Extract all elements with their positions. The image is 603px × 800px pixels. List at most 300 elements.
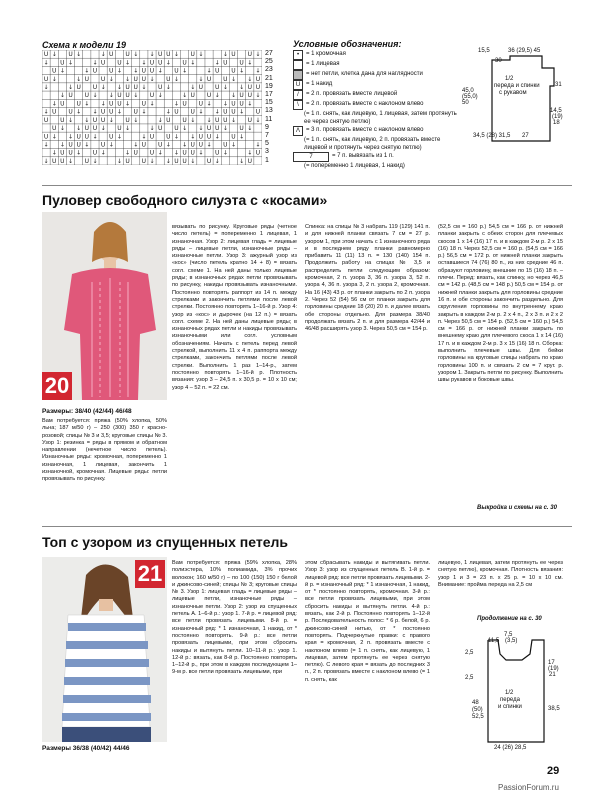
row-number: 13	[265, 107, 273, 115]
chart-stitch-symbol: U	[76, 100, 81, 108]
chart-stitch-symbol: U	[255, 83, 261, 91]
pattern-label: 11,5	[488, 638, 500, 644]
chart-stitch-symbol: ↓	[222, 83, 228, 91]
chart-stitch-symbol: U	[92, 83, 98, 91]
chart-stitch-symbol: ↓	[157, 67, 163, 75]
pattern-label: 21	[549, 672, 556, 678]
chart-stitch-symbol: U	[117, 59, 122, 67]
model-21-title: Топ с узором из спущенных петель	[42, 534, 288, 550]
chart-stitch-symbol: ↓	[182, 92, 188, 100]
chart-stitch-symbol: U	[92, 116, 98, 124]
row-number: 1	[265, 156, 269, 164]
chart-stitch-symbol: ↓	[247, 149, 253, 157]
chart-stitch-symbol: U	[239, 92, 244, 100]
pattern-label: 48	[472, 700, 479, 706]
chart-stitch-symbol: U	[239, 100, 244, 108]
row-number: 17	[265, 91, 273, 99]
chart-stitch-symbol: ↓	[206, 67, 212, 75]
k2tog-icon: /	[293, 90, 303, 100]
chart-stitch-symbol: ↓	[214, 108, 220, 116]
model-20-sizes: Размеры: 38/40 (42/44) 46/48	[42, 408, 132, 415]
chart-stitch-symbol: U	[68, 141, 73, 149]
chart-stitch-symbol: U	[206, 92, 212, 100]
chart-row-numbers	[265, 50, 285, 165]
chart-stitch-symbol: ↓	[133, 141, 139, 149]
chart-stitch-symbol: ↓	[133, 51, 139, 59]
chart-stitch-symbol: U	[43, 133, 49, 141]
section-divider	[42, 526, 572, 527]
chart-stitch-symbol: ↓	[43, 141, 49, 149]
chart-stitch-symbol: ↓	[59, 141, 65, 149]
chart-stitch-symbol: U	[157, 125, 163, 133]
selvage-icon: •	[293, 50, 303, 60]
legend-item: = 1 кромочная	[306, 51, 346, 57]
chart-stitch-symbol: U	[247, 116, 252, 124]
chart-stitch-symbol: ↓	[190, 116, 196, 124]
chart-stitch-symbol: ↓	[68, 59, 74, 67]
chart-stitch-symbol: ↓	[173, 51, 179, 59]
chart-stitch-symbol: U	[149, 133, 155, 141]
chart-stitch-symbol: U	[190, 92, 195, 100]
chart-stitch-symbol: U	[133, 108, 138, 116]
chart-stitch-symbol: U	[223, 141, 228, 149]
chart-stitch-symbol: ↓	[84, 116, 90, 124]
row-number: 3	[265, 148, 269, 156]
legend-item: = 7 п. вывязать из 1 п.	[332, 153, 394, 159]
chart-stitch-symbol: ↓	[43, 59, 49, 67]
chart-stitch-symbol: U	[109, 108, 114, 116]
chart-stitch-symbol: U	[141, 157, 147, 165]
chart-stitch-symbol: ↓	[230, 75, 236, 83]
pattern-label: 52,5	[472, 714, 484, 720]
chart-stitch-symbol: U	[198, 141, 204, 149]
row-number: 19	[265, 82, 273, 90]
chart-stitch-symbol: U	[100, 141, 106, 149]
chart-stitch-symbol: U	[133, 75, 138, 83]
chart-stitch-symbol: U	[157, 141, 163, 149]
chart-stitch-symbol: U	[157, 51, 163, 59]
pattern-label: 24 (26) 28,5	[494, 745, 527, 751]
chart-stitch-symbol: ↓	[255, 51, 261, 59]
chart-stitch-symbol: U	[76, 83, 81, 91]
chart-stitch-symbol: U	[141, 75, 147, 83]
chart-stitch-symbol: ↓	[59, 125, 65, 133]
chart-stitch-symbol: ↓	[108, 75, 114, 83]
chart-stitch-symbol: U	[231, 108, 236, 116]
chart-stitch-symbol: ↓	[76, 149, 82, 157]
chart-stitch-symbol: U	[125, 157, 130, 165]
pattern-label: с рукавом	[499, 90, 527, 96]
chart-stitch-symbol: U	[52, 157, 57, 165]
chart-stitch-symbol: ↓	[84, 100, 90, 108]
chart-stitch-symbol: U	[149, 92, 155, 100]
chart-stitch-symbol: ↓	[173, 133, 179, 141]
chart-stitch-symbol: U	[52, 125, 57, 133]
chart-stitch-symbol: ↓	[100, 125, 106, 133]
chart-stitch-symbol: ↓	[92, 133, 98, 141]
chart-stitch-symbol: ↓	[108, 116, 114, 124]
chart-stitch-symbol: U	[92, 125, 98, 133]
chart-stitch-symbol: ↓	[239, 83, 245, 91]
pattern-label: (3,5)	[505, 638, 518, 644]
chart-stitch-symbol: ↓	[165, 108, 171, 116]
row-number: 7	[265, 132, 269, 140]
chart-stitch-symbol: U	[231, 133, 236, 141]
pattern-label: (19)	[548, 666, 559, 672]
chart-stitch-symbol: ↓	[76, 75, 82, 83]
chart-stitch-symbol: ↓	[255, 141, 261, 149]
pattern-label: 36 (29,5) 45	[508, 48, 541, 54]
chart-stitch-symbol: U	[157, 59, 163, 67]
chart-stitch-symbol: U	[141, 100, 147, 108]
chart-stitch-symbol: ↓	[84, 67, 90, 75]
chart-stitch-symbol: U	[223, 116, 228, 124]
chart-stitch-symbol: ↓	[76, 108, 82, 116]
chart-stitch-symbol: U	[198, 100, 204, 108]
chart-stitch-symbol: U	[92, 67, 98, 75]
pattern-label: 15,5	[478, 48, 490, 54]
chart-stitch-symbol: ↓	[141, 83, 147, 91]
chart-stitch-symbol: U	[190, 108, 195, 116]
pattern-diagram-21	[460, 630, 570, 755]
chart-stitch-symbol: U	[214, 125, 220, 133]
chart-stitch-symbol: ↓	[68, 133, 74, 141]
ssk-icon: \	[293, 100, 303, 110]
chart-stitch-symbol: U	[206, 125, 212, 133]
model-20-note: Выкройка и схемы на с. 30	[477, 505, 557, 511]
chart-stitch-symbol: ↓	[133, 92, 139, 100]
chart-stitch-symbol: U	[166, 116, 171, 124]
legend-item: = 1 лицевая	[306, 61, 340, 67]
chart-stitch-symbol: ↓	[165, 157, 171, 165]
chart-stitch-symbol: U	[239, 125, 244, 133]
chart-stitch-symbol: ↓	[182, 67, 188, 75]
chart-stitch-symbol: U	[247, 83, 252, 91]
pattern-label: переда и спинки	[494, 83, 540, 89]
chart-stitch-symbol: ↓	[239, 108, 245, 116]
legend-item: = 3 п. провязать вместе с наклоном влево	[306, 127, 424, 133]
pattern-label: (55,0)	[462, 94, 478, 100]
legend-item: (= попеременно 1 лицевая, 1 накид)	[304, 163, 405, 169]
chart-stitch-symbol: U	[68, 51, 73, 59]
chart-stitch-symbol: U	[100, 59, 106, 67]
chart-stitch-symbol: U	[43, 75, 49, 83]
chart-stitch-symbol: ↓	[247, 100, 253, 108]
chart-stitch-symbol: ↓	[43, 157, 49, 165]
chart-stitch-symbol: U	[182, 157, 187, 165]
chart-stitch-symbol: U	[190, 51, 195, 59]
chart-stitch-symbol: ↓	[198, 149, 204, 157]
chart-stitch-symbol: ↓	[68, 83, 74, 91]
model-21-text-col3: лицевую, 1 лицевая, затем протянуть ее через снятую петлю), кромочная. Плотность вязания: узор 1 и 3 = 23 п. х 25 р. = 10 х 10 см. Внимание: пройма переда на 2,5 см	[438, 560, 563, 588]
chart-stitch-symbol: U	[109, 51, 114, 59]
chart-stitch-symbol: ↓	[255, 67, 261, 75]
chart-stitch-symbol: ↓	[190, 83, 196, 91]
chart-stitch-symbol: U	[109, 133, 114, 141]
watermark: PassionForum.ru	[498, 783, 559, 792]
chart-stitch-symbol: ↓	[230, 92, 236, 100]
chart-stitch-symbol: U	[166, 75, 171, 83]
chart-stitch-symbol: ↓	[108, 141, 114, 149]
row-number: 21	[265, 74, 273, 82]
legend-item: = 1 накид	[306, 81, 333, 87]
chart-stitch-symbol: U	[174, 125, 179, 133]
pattern-label: 31	[555, 82, 562, 88]
chart-stitch-symbol: U	[43, 51, 49, 59]
legend-item: (= 1 п. снять, как лицевую, 2 п. провязать вместе лицевой и протянуть через снятую петлю)	[304, 137, 441, 151]
page-number: 29	[547, 765, 560, 777]
row-number: 25	[265, 58, 273, 66]
pattern-label: 2,5	[465, 675, 474, 681]
pattern-label: 50	[462, 100, 469, 106]
chart-stitch-symbol: ↓	[157, 116, 163, 124]
chart-stitch-symbol: U	[141, 67, 147, 75]
sk2p-icon: Λ	[293, 126, 303, 136]
chart-stitch-symbol: U	[125, 83, 130, 91]
chart-stitch-symbol: ↓	[239, 67, 245, 75]
chart-stitch-symbol: U	[190, 149, 195, 157]
chart-stitch-symbol: ↓	[165, 141, 171, 149]
chart-stitch-symbol: ↓	[133, 116, 139, 124]
chart-stitch-symbol: ↓	[206, 141, 212, 149]
chart-stitch-symbol: ↓	[125, 125, 131, 133]
chart-stitch-symbol: ↓	[222, 149, 228, 157]
chart-stitch-symbol: U	[182, 59, 187, 67]
chart-stitch-symbol: ↓	[76, 51, 82, 59]
row-number: 23	[265, 66, 273, 74]
pattern-label: (19)	[552, 114, 563, 120]
chart-stitch-symbol: ↓	[230, 141, 236, 149]
chart-stitch-symbol: ↓	[198, 125, 204, 133]
chart-stitch-symbol: U	[214, 149, 220, 157]
pattern-label: (50)	[472, 707, 483, 713]
chart-stitch-symbol: ↓	[141, 133, 147, 141]
chart-stitch-symbol: U	[239, 59, 244, 67]
chart-stitch-symbol: ↓	[198, 108, 204, 116]
model-20-text-col1: Вам потребуется: пряжа (50% хлопка, 50% льна; 187 м/50 г) – 250 (300) 350 г красно-розовой; спицы № 3 и 3,5; круговые спицы № 3. Узор 1: резинка = ряды в прямом и обратном направлении (нечетное число петель). Изнаночные ряды: кромочная, попеременно 1 изнаночная, 1 лицевая, закончить 1 изнаночной, кромочная. Лицевые ряды: петли провязывать по рисунку.	[42, 418, 167, 483]
chart-stitch-symbol: U	[255, 75, 261, 83]
chart-stitch-symbol: ↓	[43, 83, 49, 91]
chart-stitch-symbol: ↓	[214, 157, 220, 165]
chart-stitch-symbol: ↓	[125, 149, 131, 157]
chart-stitch-symbol: ↓	[157, 149, 163, 157]
chart-stitch-symbol: ↓	[173, 100, 179, 108]
schema-title: Схема к модели 19	[42, 40, 126, 50]
chart-stitch-symbol: ↓	[116, 67, 122, 75]
chart-stitch-symbol: U	[206, 75, 212, 83]
chart-stitch-symbol: U	[68, 108, 73, 116]
chart-stitch-symbol: ↓	[214, 59, 220, 67]
chart-stitch-symbol: ↓	[100, 100, 106, 108]
chart-stitch-symbol: ↓	[100, 51, 106, 59]
chart-stitch-symbol: ↓	[68, 157, 74, 165]
chart-stitch-symbol: U	[198, 133, 204, 141]
model-20-text-col2: вязывать по рисунку. Круговые ряды (четное число петель) = попеременно 1 лицевая, 1 изнаночная. Узор 2: лицевая гладь = лицевые ряды – лицевые петли, изнаночные ряды – изнаночные петли. Узор 3: ажурный узор из «кос» (число петель кратно 14 + 8) = вязать согл. схеме 1. На ней даны только лицевые ряды; в изнаночных рядах петли провязывать по рисунку, накиды провязывать изнаночными. Постоянно повторять раппорт из 14 п. между стрелками и закончить петлями после левой стрелки. Постоянно повторять 1–16-й р. Узор 4: узор из «кос» и дырочек (на 12 п.) = вязать согл. схеме 2. На ней даны лицевые ряды; в изнаночных рядах петли и накиды провязывать изнаночными или согл. условным обозначениям. Начать с петель перед левой стрелкой, выполнить 11 х 4 п. раппорта между стрелками, закончить петлями после левой стрелки. Выполнить 1 раз 1–14-р., затем постоянно повторять 1–16-й р. Плотность вязания: узор 3 – 24,5 п. х 30,5 р. = 10 х 10 см; узор 4 – 52 п. = 22 см.	[172, 224, 297, 391]
chart-stitch-symbol: ↓	[51, 100, 57, 108]
pattern-label: 27	[522, 133, 529, 139]
chart-stitch-symbol: U	[92, 149, 98, 157]
chart-stitch-symbol: U	[133, 83, 138, 91]
chart-stitch-symbol: ↓	[141, 59, 147, 67]
chart-stitch-symbol: U	[214, 83, 220, 91]
chart-stitch-symbol: U	[214, 116, 220, 124]
chart-stitch-symbol: ↓	[141, 108, 147, 116]
chart-stitch-symbol: U	[76, 141, 81, 149]
chart-stitch-symbol: ↓	[51, 75, 57, 83]
chart-stitch-symbol: U	[60, 157, 65, 165]
chart-stitch-symbol: ↓	[222, 125, 228, 133]
chart-stitch-symbol: U	[76, 133, 81, 141]
legend-item: = 2 п. провязать вместе с наклоном влево	[306, 101, 424, 107]
model-20-title: Пуловер свободного силуэта с «косами»	[42, 192, 328, 208]
chart-stitch-symbol: U	[84, 92, 90, 100]
chart-stitch-symbol: ↓	[133, 67, 139, 75]
chart-stitch-symbol: U	[206, 133, 212, 141]
chart-stitch-symbol: ↓	[92, 157, 98, 165]
chart-stitch-symbol: ↓	[51, 133, 57, 141]
chart-stitch-symbol: U	[117, 125, 122, 133]
chart-stitch-symbol: ↓	[116, 133, 122, 141]
pattern-label: 14,5	[550, 108, 562, 114]
chart-stitch-symbol: U	[125, 51, 130, 59]
legend-item: = 2 п. провязать вместе лицевой	[306, 91, 398, 97]
chart-stitch-symbol: U	[60, 149, 65, 157]
chart-stitch-symbol: U	[149, 67, 155, 75]
chart-stitch-symbol: U	[247, 157, 252, 165]
no-stitch-icon	[293, 70, 303, 80]
legend-item: (= 1 п. снять, как лицевую, 1 лицевая, затем протянуть ее через снятую петлю)	[304, 111, 457, 125]
row-number: 5	[265, 140, 269, 148]
chart-stitch-symbol: ↓	[149, 75, 155, 83]
chart-stitch-symbol: ↓	[214, 133, 220, 141]
chart-stitch-symbol: ↓	[68, 116, 74, 124]
chart-stitch-symbol: U	[182, 149, 187, 157]
chart-stitch-symbol: U	[214, 67, 220, 75]
chart-stitch-symbol: U	[100, 108, 106, 116]
chart-stitch-symbol: ↓	[222, 51, 228, 59]
chart-stitch-symbol: ↓	[173, 149, 179, 157]
model-20-text-col3: Спинка: на спицы № 3 набрать 119 (129) 141 п. и для нижней планки связать 7 см = 27 р. узором 1, при этом начать с 1 изнаночного ряда и в последнем ряду планки равномерно прибавить 11 (11) 13 п. = 130 (140) 154 п. Продолжить работу на спицах № 3,5 и распределить петли следующим образом: кромочная, 2 п. узора 3, 36 п. узора 3, 52 п. узора 4, 36 п. узора 3, 2 п. узора 2, кромочная. На 16 (43) 43 р. от планки закрыть по 2 п. узора 2. Через 52 (54) 56 см от планки закрыть для горловины средние 18 (20) 20 п. и далее вязать обе стороны отдельно. Для размера 38/40 продолжать вязать 2 п. и для размера 42/44 и 46/48 расширять узор 3. Через 50,5 см = 154 р.	[305, 224, 430, 333]
chart-stitch-symbol: U	[43, 116, 49, 124]
knitting-chart	[42, 50, 262, 165]
chart-stitch-symbol: ↓	[125, 75, 131, 83]
chart-stitch-symbol: ↓	[92, 59, 98, 67]
pattern-label: 38,5	[548, 706, 560, 712]
chart-stitch-symbol: U	[255, 108, 261, 116]
chart-stitch-symbol: ↓	[100, 149, 106, 157]
chart-stitch-symbol: U	[133, 149, 138, 157]
chart-stitch-symbol: U	[231, 100, 236, 108]
chart-stitch-symbol: U	[52, 67, 57, 75]
chart-stitch-symbol: ↓	[239, 133, 245, 141]
chart-stitch-symbol: ↓	[149, 100, 155, 108]
chart-stitch-symbol: U	[149, 59, 155, 67]
seven-from-one-icon: 7	[293, 152, 329, 162]
model-20-number-badge: 20	[42, 372, 72, 400]
chart-stitch-symbol: ↓	[116, 157, 122, 165]
chart-stitch-symbol: ↓	[247, 59, 253, 67]
chart-stitch-symbol: U	[60, 100, 65, 108]
chart-stitch-symbol: ↓	[190, 133, 196, 141]
chart-stitch-symbol: U	[100, 75, 106, 83]
chart-stitch-symbol: ↓	[173, 75, 179, 83]
chart-stitch-symbol: ↓	[182, 141, 188, 149]
section-divider	[42, 185, 572, 186]
chart-stitch-symbol: U	[174, 67, 179, 75]
row-number: 15	[265, 99, 273, 107]
model-20-text-col4: (52,5 см = 160 р.) 54,5 см = 166 р. от нижней планки закрыть с обеих сторон для плечевых скосов 1 х 14 (16) 17 п. и в каждом 2-м р. 2 х 15 (16) 18 п. Через 52,5 см = 160 р. (54,5 см = 166 р.) 56,5 см = 172 р. от нижней планки закрыть оставшиеся 74 (76) 80 п., из них средние 46 п. образуют горловину, внешние по 15 (16) 18 п. – плечи. Перед: вязать, как спинку, но через 46,5 см = 142 р. (48,5 см = 148 р.) 50,5 см = 154 р. от нижней планки закрыть для горловины средние 16 п. и обе стороны закончить раздельно. Для скругления горловины по внутреннему краю закрыть в каждом 2-м р. 2 х 4 п., 2 х 3 п. и 2 х 2 п. Через 50,5 см = 154 р. (52,5 см = 160 р.) 54,5 см = 166 р. от нижней планки закрыть по внешнему краю для плечевого скоса 1 х 14 (16) 17 п. и в каждом 2-м р. 3 х 15 (16) 18 п. Сборка: выполнить плечевые швы. Для бейки горловины на круговые спицы набрать по краю горловины 100 п. и связать 2 см = 7 круг. р. узором 1. Закрыть петли по рисунку. Выполнить швы рукавов и боковые швы.	[438, 224, 563, 384]
chart-stitch-symbol: U	[149, 149, 155, 157]
legend-item: = нет петли, клетка дана для наглядности	[306, 71, 423, 77]
chart-stitch-symbol: U	[125, 92, 130, 100]
chart-stitch-symbol: U	[84, 75, 90, 83]
chart-stitch-symbol: ↓	[190, 59, 196, 67]
chart-stitch-symbol: U	[174, 108, 179, 116]
pattern-label: 1/2	[505, 76, 514, 82]
chart-stitch-symbol: ↓	[214, 92, 220, 100]
chart-stitch-symbol: ↓	[182, 125, 188, 133]
chart-stitch-symbol: U	[247, 51, 252, 59]
chart-stitch-symbol: U	[52, 108, 57, 116]
chart-stitch-symbol: ↓	[51, 149, 57, 157]
chart-stitch-symbol: U	[157, 83, 163, 91]
chart-stitch-symbol: ↓	[206, 100, 212, 108]
chart-stitch-symbol: ↓	[157, 92, 163, 100]
chart-stitch-symbol: U	[231, 51, 236, 59]
chart-stitch-symbol: ↓	[165, 59, 171, 67]
pattern-label: 45,0	[462, 88, 474, 94]
chart-stitch-symbol: U	[182, 116, 187, 124]
chart-stitch-symbol: ↓	[76, 125, 82, 133]
pattern-label: переда	[500, 697, 520, 703]
chart-stitch-symbol: ↓	[43, 108, 49, 116]
row-number: 11	[265, 115, 273, 123]
chart-stitch-symbol: ↓	[190, 157, 196, 165]
chart-stitch-symbol: U	[231, 67, 236, 75]
chart-stitch-symbol: U	[255, 149, 261, 157]
chart-stitch-symbol: ↓	[125, 59, 131, 67]
chart-stitch-symbol: ↓	[92, 108, 98, 116]
chart-stitch-symbol: U	[84, 157, 90, 165]
chart-stitch-symbol: U	[182, 100, 187, 108]
chart-stitch-symbol: U	[223, 108, 228, 116]
chart-stitch-symbol: U	[84, 133, 90, 141]
chart-stitch-symbol: ↓	[116, 108, 122, 116]
chart-stitch-symbol: U	[109, 67, 114, 75]
pattern-label: и спинки	[498, 704, 522, 710]
chart-stitch-symbol: ↓	[222, 100, 228, 108]
chart-stitch-symbol: U	[117, 100, 122, 108]
chart-stitch-symbol: U	[60, 116, 65, 124]
chart-stitch-symbol: ↓	[108, 92, 114, 100]
chart-stitch-symbol: ↓	[59, 67, 65, 75]
model-21-number-badge: 21	[135, 560, 165, 588]
chart-stitch-symbol: ↓	[125, 100, 131, 108]
knit-icon	[293, 60, 303, 70]
chart-stitch-symbol: ↓	[149, 157, 155, 165]
chart-stitch-symbol: ↓	[92, 92, 98, 100]
pattern-diagram-20	[462, 46, 580, 176]
chart-stitch-symbol: U	[174, 157, 179, 165]
chart-stitch-symbol: U	[223, 59, 228, 67]
pattern-outline	[492, 56, 554, 141]
chart-stitch-symbol: U	[125, 116, 130, 124]
chart-stitch-symbol: ↓	[100, 83, 106, 91]
chart-stitch-symbol: U	[68, 149, 73, 157]
chart-stitch-symbol: U	[190, 141, 195, 149]
chart-stitch-symbol: ↓	[239, 157, 245, 165]
chart-stitch-symbol: ↓	[198, 51, 204, 59]
